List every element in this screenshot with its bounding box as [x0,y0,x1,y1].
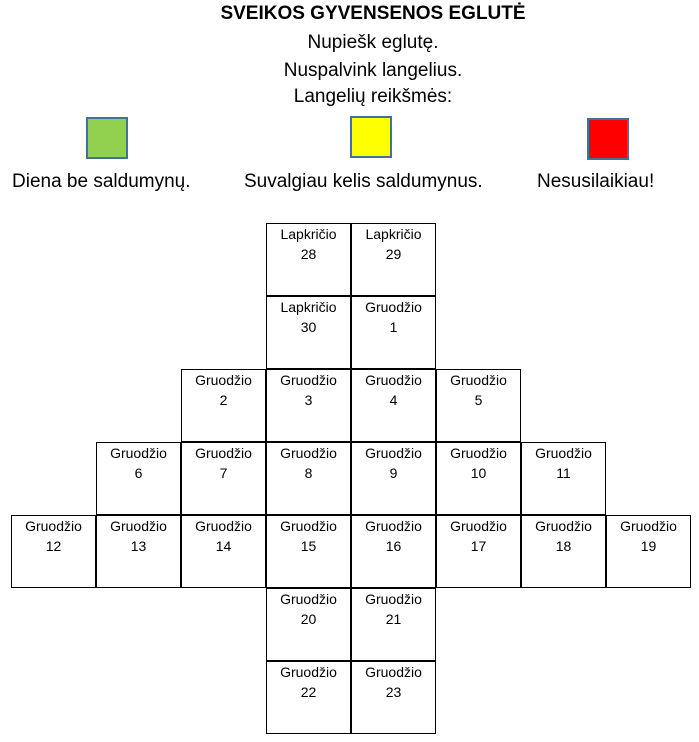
day-cell-22[interactable] [266,661,351,734]
day-cell-day: 5 [474,392,483,408]
legend-swatch-red [587,118,629,160]
day-cell-month: Gruodžio [450,445,507,461]
day-cell-5[interactable] [436,369,521,442]
day-cell-month: Gruodžio [365,299,422,315]
day-cell-13[interactable] [96,515,181,588]
day-cell-28[interactable] [266,223,351,296]
day-cell-7[interactable] [181,442,266,515]
day-cell-day: 23 [385,684,402,700]
day-cell-day: 2 [219,392,228,408]
day-cell-29[interactable] [351,223,436,296]
day-cell-month: Gruodžio [535,518,592,534]
day-cell-day: 6 [134,465,143,481]
day-cell-day: 17 [470,538,487,554]
day-cell-9[interactable] [351,442,436,515]
day-cell-2[interactable] [181,369,266,442]
day-cell-month: Gruodžio [365,518,422,534]
day-cell-month: Gruodžio [450,518,507,534]
day-cell-day: 10 [470,465,487,481]
day-cell-month: Gruodžio [365,445,422,461]
day-cell-day: 4 [389,392,398,408]
day-cell-month: Gruodžio [110,445,167,461]
day-cell-day: 11 [556,465,571,481]
day-cell-day: 8 [304,465,313,481]
day-cell-1[interactable] [351,296,436,369]
day-cell-day: 30 [300,319,317,335]
day-cell-day: 9 [389,465,398,481]
day-cell-11[interactable] [521,442,606,515]
day-cell-day: 20 [300,611,317,627]
day-cell-day: 16 [385,538,402,554]
day-cell-12[interactable] [11,515,96,588]
day-cell-month: Gruodžio [280,518,337,534]
day-cell-10[interactable] [436,442,521,515]
day-cell-day: 7 [219,465,228,481]
day-cell-month: Gruodžio [110,518,167,534]
instruction-draw: Nupiešk eglutę. [307,32,439,53]
day-cell-month: Lapkričio [365,226,422,242]
legend-label-red: Nesusilaikiau! [537,171,655,192]
day-cell-day: 13 [130,538,147,554]
day-cell-day: 29 [385,246,402,262]
day-cell-day: 3 [304,392,313,408]
day-cell-month: Gruodžio [195,518,252,534]
day-cell-3[interactable] [266,369,351,442]
day-cell-day: 14 [215,538,232,554]
day-cell-day: 22 [300,684,317,700]
day-cell-day: 19 [640,538,657,554]
day-cell-21[interactable] [351,588,436,661]
legend-heading: Langelių reikšmės: [293,86,453,107]
day-cell-23[interactable] [351,661,436,734]
legend-label-green: Diena be saldumynų. [12,171,191,192]
day-cell-month: Gruodžio [280,372,337,388]
day-cell-day: 12 [45,538,62,554]
day-cell-8[interactable] [266,442,351,515]
day-cell-month: Gruodžio [365,664,422,680]
day-cell-month: Gruodžio [195,372,252,388]
day-cell-4[interactable] [351,369,436,442]
day-cell-17[interactable] [436,515,521,588]
day-cell-day: 15 [300,538,317,554]
day-cell-18[interactable] [521,515,606,588]
day-cell-month: Gruodžio [450,372,507,388]
day-cell-month: Gruodžio [365,591,422,607]
day-cell-16[interactable] [351,515,436,588]
day-cell-15[interactable] [266,515,351,588]
legend-swatch-yellow [350,116,392,158]
day-cell-month: Gruodžio [280,664,337,680]
legend-label-yellow: Suvalgiau kelis saldumynus. [244,171,483,192]
day-cell-month: Gruodžio [195,445,252,461]
day-cell-month: Gruodžio [280,445,337,461]
page-title: SVEIKOS GYVENSENOS EGLUTĖ [220,3,526,24]
day-cell-month: Lapkričio [280,226,337,242]
day-cell-30[interactable] [266,296,351,369]
day-cell-month: Gruodžio [365,372,422,388]
day-cell-month: Gruodžio [25,518,82,534]
day-cell-day: 21 [385,611,402,627]
day-cell-day: 1 [389,319,398,335]
day-cell-month: Gruodžio [620,518,677,534]
day-cell-day: 18 [555,538,572,554]
instruction-color: Nuspalvink langelius. [283,60,463,81]
day-cell-month: Gruodžio [535,445,592,461]
day-cell-day: 28 [300,246,317,262]
day-cell-20[interactable] [266,588,351,661]
day-cell-month: Lapkričio [280,299,337,315]
day-cell-14[interactable] [181,515,266,588]
day-cell-6[interactable] [96,442,181,515]
day-cell-19[interactable] [606,515,691,588]
day-cell-month: Gruodžio [280,591,337,607]
legend-swatch-green [86,117,128,159]
